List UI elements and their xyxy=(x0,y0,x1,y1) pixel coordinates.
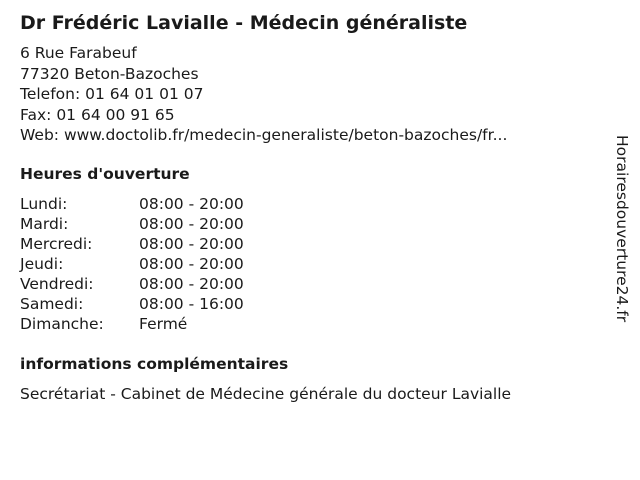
time-value: Fermé xyxy=(139,315,188,333)
time-value: 08:00 - 20:00 xyxy=(139,195,244,213)
hours-row-tuesday xyxy=(20,214,244,234)
contact-info xyxy=(20,43,507,146)
fax-number: Fax: 01 64 00 91 65 xyxy=(20,105,175,124)
time-value: 08:00 - 20:00 xyxy=(139,255,244,273)
street-address: 6 Rue Farabeuf xyxy=(20,44,137,62)
day-label: Vendredi: xyxy=(20,275,94,293)
website-link[interactable]: Web: www.doctolib.fr/medecin-generaliste/beton-bazoches/fr... xyxy=(20,126,508,144)
day-label: Jeudi: xyxy=(20,255,64,273)
page-title: Dr Frédéric Lavialle - Médecin généraliste xyxy=(20,12,468,34)
time-value: 08:00 - 20:00 xyxy=(139,275,244,293)
hours-row-monday xyxy=(20,194,244,214)
hours-row-friday xyxy=(20,274,244,294)
time-value: 08:00 - 20:00 xyxy=(139,215,244,233)
phone-number[interactable]: Telefon: 01 64 01 01 07 xyxy=(20,85,204,103)
time-value: 08:00 - 20:00 xyxy=(139,235,244,253)
day-label: Mercredi: xyxy=(20,235,93,253)
day-label: Dimanche: xyxy=(20,315,104,333)
day-label: Samedi: xyxy=(20,295,84,313)
additional-info-text: Secrétariat - Cabinet de Médecine générale du docteur Lavialle xyxy=(20,385,512,403)
city-postcode: 77320 Beton-Bazoches xyxy=(20,64,199,83)
site-brand-vertical[interactable]: Horairesdouverture24.fr xyxy=(613,135,631,323)
day-label: Mardi: xyxy=(20,215,69,233)
opening-hours-heading: Heures d'ouverture xyxy=(20,165,190,183)
opening-hours-list xyxy=(20,194,244,334)
hours-row-thursday xyxy=(20,254,244,274)
hours-row-sunday xyxy=(20,314,244,334)
time-value: 08:00 - 16:00 xyxy=(139,295,244,313)
additional-info-heading: informations complémentaires xyxy=(20,355,289,373)
hours-row-wednesday xyxy=(20,234,244,254)
day-label: Lundi: xyxy=(20,195,68,213)
hours-row-saturday xyxy=(20,294,244,314)
